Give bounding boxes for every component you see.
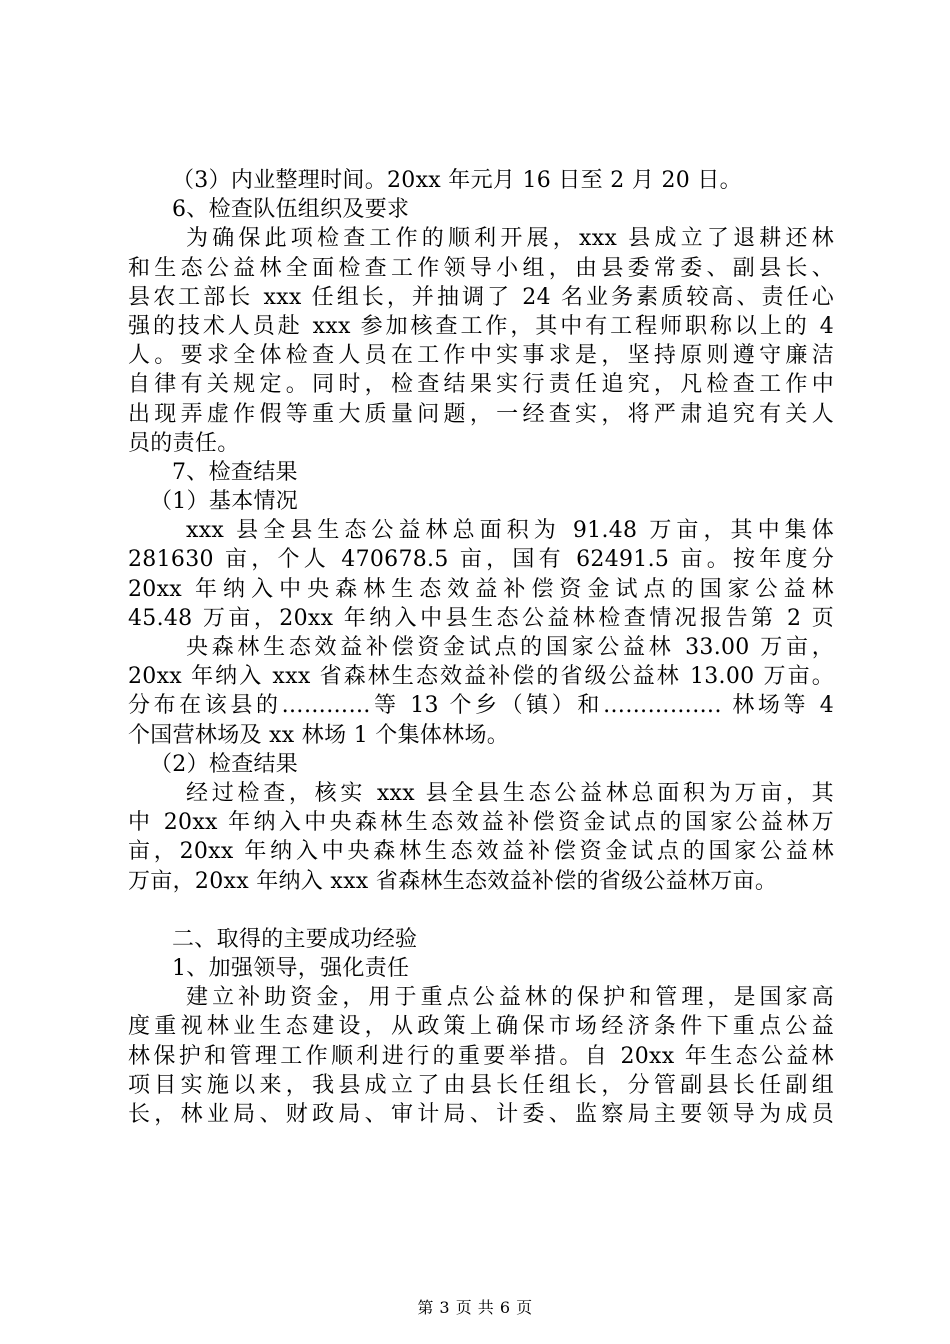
paragraph-line: 中 20xx 年纳入中央森林生态效益补偿资金试点的国家公益林万 [128,810,834,836]
paragraph-line: 281630 亩，个人 470678.5 亩，国有 62491.5 亩。按年度分 [128,547,834,573]
paragraph-line: 度重视林业生态建设，从政策上确保市场经济条件下重点公益 [128,1014,834,1040]
paragraph-line: 自律有关规定。同时，检查结果实行责任追究，凡检查工作中 [128,372,834,398]
paragraph-line: xxx 县全县生态公益林总面积为 91.48 万亩，其中集体 [186,518,834,544]
blank-line [128,896,834,925]
section-heading: 1、加强领导，强化责任 [172,956,410,982]
paragraph-line: 20xx 年纳入中央森林生态效益补偿资金试点的国家公益林 [128,576,834,602]
subsection-heading: （2）检查结果 [150,751,299,777]
paragraph-line: 建立补助资金，用于重点公益林的保护和管理，是国家高 [186,985,834,1011]
page-number-footer: 第 3 页 共 6 页 [417,1298,533,1317]
paragraph-line: 个国营林场及 xx 林场 1 个集体林场。 [128,722,510,748]
paragraph-line: 出现弄虚作假等重大质量问题，一经查实，将严肃追究有关人 [128,401,834,427]
paragraph-line: （3）内业整理时间。20xx 年元月 16 日至 2 月 20 日。 [172,168,742,193]
section-heading: 7、检查结果 [172,459,298,485]
chapter-heading: 二、取得的主要成功经验 [172,926,418,952]
paragraph-line: 经过检查，核实 xxx 县全县生态公益林总面积为万亩，其 [186,780,834,806]
paragraph-line: 县农工部长 xxx 任组长，并抽调了 24 名业务素质较高、责任心 [128,284,834,310]
paragraph-line: 45.48 万亩，20xx 年纳入中县生态公益林检查情况报告第 2 页 [128,605,834,631]
paragraph-line: 项目实施以来，我县成立了由县长任组长，分管副县长任副组 [128,1072,834,1098]
paragraph-line: 央森林生态效益补偿资金试点的国家公益林 33.00 万亩， [186,635,834,660]
paragraph-line: 长，林业局、财政局、审计局、计委、监察局主要领导为成员 [128,1102,834,1127]
paragraph-line: 20xx 年纳入 xxx 省森林生态效益补偿的省级公益林 13.00 万亩。 [128,664,834,690]
document-body [128,166,834,1129]
paragraph-line: 为确保此项检查工作的顺利开展，xxx 县成立了退耕还林 [186,226,834,252]
paragraph-line: 人。要求全体检查人员在工作中实事求是，坚持原则遵守廉洁 [128,343,834,369]
paragraph-line: 万亩，20xx 年纳入 xxx 省森林生态效益补偿的省级公益林万亩。 [128,868,778,894]
paragraph-line: 分布在该县的…………等 13 个乡（镇）和……………. 林场等 4 [128,693,834,719]
paragraph-line: 亩，20xx 年纳入中央森林生态效益补偿资金试点的国家公益林 [128,839,834,865]
paragraph-line: 员的责任。 [128,430,240,456]
paragraph-line: 林保护和管理工作顺利进行的重要举措。自 20xx 年生态公益林 [128,1043,834,1069]
section-heading: 6、检查队伍组织及要求 [172,197,410,223]
paragraph-line: 强的技术人员赴 xxx 参加核查工作，其中有工程师职称以上的 4 [128,313,834,339]
paragraph-line: 和生态公益林全面检查工作领导小组，由县委常委、副县长、 [128,255,834,281]
subsection-heading: （1）基本情况 [150,489,299,515]
